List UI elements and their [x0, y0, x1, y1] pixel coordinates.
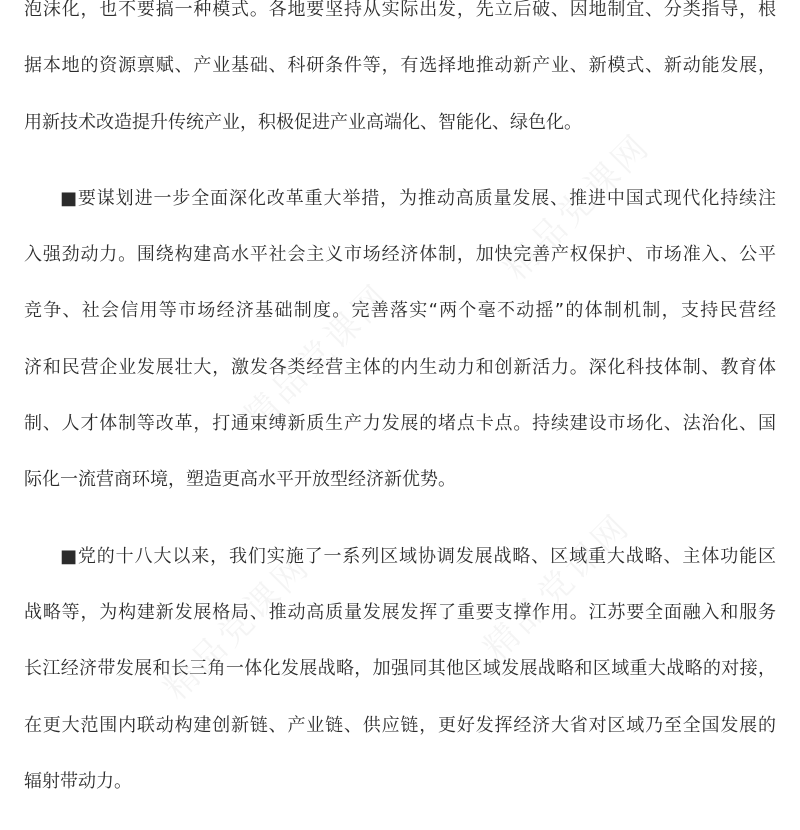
text-line: 战略等，为构建新发展格局、推动高质量发展发挥了重要支撑作用。江苏要全面融入和服务	[24, 601, 776, 623]
text-line: ■党的十八大以来，我们实施了一系列区域协调发展战略、区域重大战略、主体功能区	[60, 545, 776, 567]
text-line: 竞争、社会信用等市场经济基础制度。完善落实“两个毫不动摇”的体制机制，支持民营经	[24, 300, 776, 322]
text-line: 际化一流营商环境，塑造更高水平开放型经济新优势。	[24, 469, 456, 491]
text-line: 济和民营企业发展壮大，激发各类经营主体的内生动力和创新活力。深化科技体制、教育体	[24, 356, 776, 378]
document-body	[24, 0, 776, 830]
paragraph	[24, 0, 776, 151]
text-line: 在更大范围内联动构建创新链、产业链、供应链，更好发挥经济大省对区域乃至全国发展的	[24, 714, 776, 736]
text-line: 制、人才体制等改革，打通束缚新质生产力发展的堵点卡点。持续建设市场化、法治化、国	[24, 413, 776, 435]
text-line: 据本地的资源禀赋、产业基础、科研条件等，有选择地推动新产业、新模式、新动能发展，	[24, 55, 776, 77]
text-line: 辐射带动力。	[24, 770, 132, 792]
text-line: 入强劲动力。围绕构建高水平社会主义市场经济体制，加快完善产权保护、市场准入、公平	[24, 244, 776, 266]
text-line: 长江经济带发展和长三角一体化发展战略，加强同其他区域发展战略和区域重大战略的对接，	[24, 658, 776, 680]
text-line: 用新技术改造提升传统产业，积极促进产业高端化、智能化、绿色化。	[24, 111, 582, 133]
text-line: 泡沫化，也不要搞一种模式。各地要坚持从实际出发，先立后破、因地制宜、分类指导，根	[24, 0, 776, 20]
paragraph	[24, 171, 776, 509]
paragraph	[24, 529, 776, 810]
text-line: ■要谋划进一步全面深化改革重大举措，为推动高质量发展、推进中国式现代化持续注	[60, 187, 776, 209]
